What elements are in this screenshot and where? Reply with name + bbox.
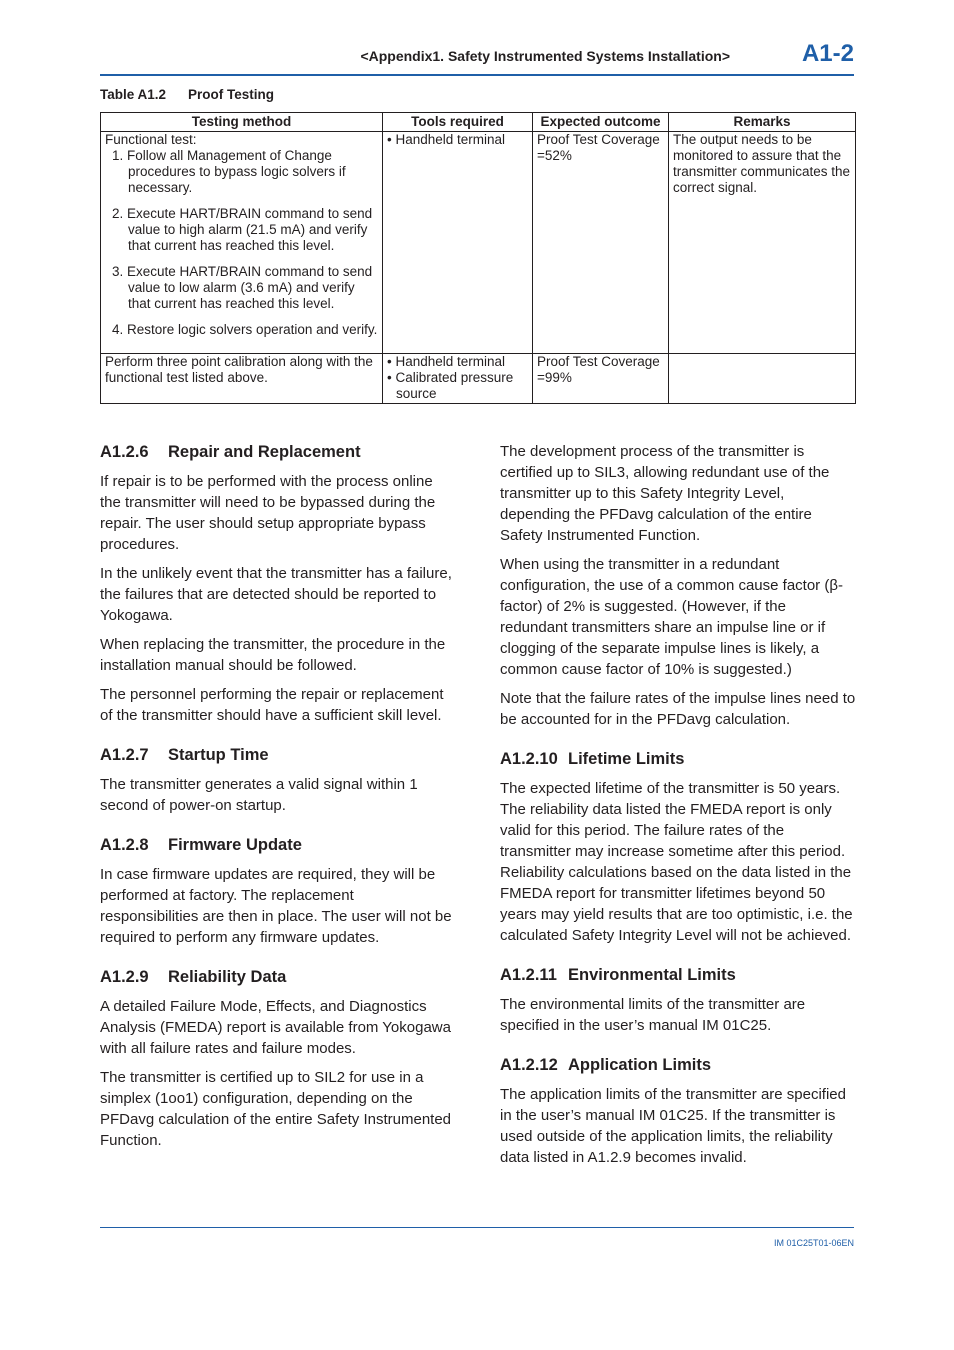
table-row	[101, 132, 856, 354]
footer-rule	[100, 1227, 854, 1228]
header-testing-method: Testing method	[101, 113, 383, 132]
remarks-cell: The output needs to be monitored to assure that the transmitter communicates the correct signal.	[669, 132, 856, 354]
proof-testing-table	[100, 112, 856, 404]
paragraph: The transmitter is certified up to SIL2 for use in a simplex (1oo1) configuration, depending on the PFDavg calculation of the entire Safety Instrumented Function.	[100, 1069, 452, 1149]
method-step: 4. Restore logic solvers operation and verify.	[112, 322, 378, 337]
header-rule	[100, 74, 854, 76]
paragraph: The development process of the transmitter is certified up to SIL3, allowing redundant use of the transmitter up to this Safety Integrity Level, depending the PFDavg calculation of the entire Safety Instrumented Function.	[500, 443, 830, 544]
paragraph: The expected lifetime of the transmitter is 50 years. The reliability data listed the FMEDA report is only valid for this period. The failure rates of the transmitter may increase sometime after this period. Reliability calculations based on the data listed in the FMEDA report for transmitter lifetimes beyond 50 years may yield results that are too optimistic, i.e. the calculated Safety Integrity Level will not be achieved.	[500, 780, 853, 944]
header-title: <Appendix1. Safety Instrumented Systems Installation>	[360, 48, 730, 64]
section-heading-firmware: A1.2.8 Firmware Update	[100, 836, 302, 854]
table-caption	[100, 87, 274, 102]
paragraph: The environmental limits of the transmitter are specified in the user’s manual IM 01C25.	[500, 996, 806, 1034]
paragraph: If repair is to be performed with the process online the transmitter will need to be bypassed during the repair. The user should setup appropriate bypass procedures.	[100, 473, 436, 553]
outcome-cell: Proof Test Coverage =52%	[533, 132, 669, 354]
right-column	[500, 441, 856, 1176]
paragraph: When using the transmitter in a redundant configuration, the use of a common cause factor (β-factor) of 2% is suggested. (However, if the redundant transmitters share an impulse line or if clogging of the separate impulse lines is likely, a common cause factor of 10% is suggested.)	[500, 556, 843, 678]
tool-item: • Calibrated pressure source	[387, 370, 514, 401]
table-row	[101, 354, 856, 404]
section-heading-repair: A1.2.6 Repair and Replacement	[100, 443, 361, 461]
section-heading-application: A1.2.12 Application Limits	[500, 1056, 712, 1074]
page-number: A1-2	[801, 40, 854, 67]
tool-item: • Handheld terminal	[387, 354, 506, 369]
table-header-row	[101, 113, 856, 132]
header-expected-outcome: Expected outcome	[533, 113, 669, 132]
paragraph: A detailed Failure Mode, Effects, and Diagnostics Analysis (FMEDA) report is available from Yokogawa with all failure rates and failure modes.	[100, 998, 451, 1057]
paragraph: Note that the failure rates of the impulse lines need to be accounted for in the PFDavg calculation.	[500, 690, 856, 728]
section-heading-reliability: A1.2.9 Reliability Data	[100, 968, 287, 986]
paragraph: The personnel performing the repair or replacement of the transmitter should have a sufficient skill level.	[100, 686, 444, 724]
tools-cell	[383, 354, 533, 404]
testing-method-cell	[101, 132, 383, 354]
section-heading-startup: A1.2.7 Startup Time	[100, 746, 269, 764]
remarks-cell	[669, 354, 856, 404]
paragraph: When replacing the transmitter, the procedure in the installation manual should be followed.	[100, 636, 446, 674]
paragraph: The transmitter generates a valid signal within 1 second of power-on startup.	[100, 776, 418, 814]
testing-method-cell: Perform three point calibration along with the functional test listed above.	[101, 354, 383, 404]
paragraph: In the unlikely event that the transmitter has a failure, the failures that are detected should be reported to Yokogawa.	[100, 565, 452, 624]
paragraph: The application limits of the transmitter are specified in the user’s manual IM 01C25. If the transmitter is used outside of the application limits, the reliability data listed in A1.2.9 becomes invalid.	[500, 1086, 846, 1166]
method-step: 3. Execute HART/BRAIN command to send value to low alarm (3.6 mA) and verify that current has reached this level.	[112, 264, 373, 311]
method-step: 1. Follow all Management of Change procedures to bypass logic solvers if necessary.	[112, 148, 346, 195]
table-caption-title: Proof Testing	[188, 87, 275, 102]
paragraph: In case firmware updates are required, they will be performed at factory. The replacement responsibilities are then in place. The user will not be required to perform any firmware updates.	[100, 866, 452, 946]
left-column	[100, 441, 456, 1159]
method-intro: Functional test:	[105, 132, 197, 147]
tool-item: • Handheld terminal	[387, 132, 506, 147]
tools-cell	[383, 132, 533, 354]
method-step: 2. Execute HART/BRAIN command to send value to high alarm (21.5 mA) and verify that current has reached this level.	[112, 206, 373, 253]
outcome-cell: Proof Test Coverage =99%	[533, 354, 669, 404]
section-heading-environmental: A1.2.11 Environmental Limits	[500, 966, 736, 984]
header-tools-required: Tools required	[383, 113, 533, 132]
section-heading-lifetime: A1.2.10 Lifetime Limits	[500, 750, 685, 768]
table-caption-label: Table A1.2	[100, 87, 167, 102]
header-remarks: Remarks	[669, 113, 856, 132]
method-steps	[105, 148, 378, 338]
footer-doc-code: IM 01C25T01-06EN	[773, 1238, 854, 1248]
